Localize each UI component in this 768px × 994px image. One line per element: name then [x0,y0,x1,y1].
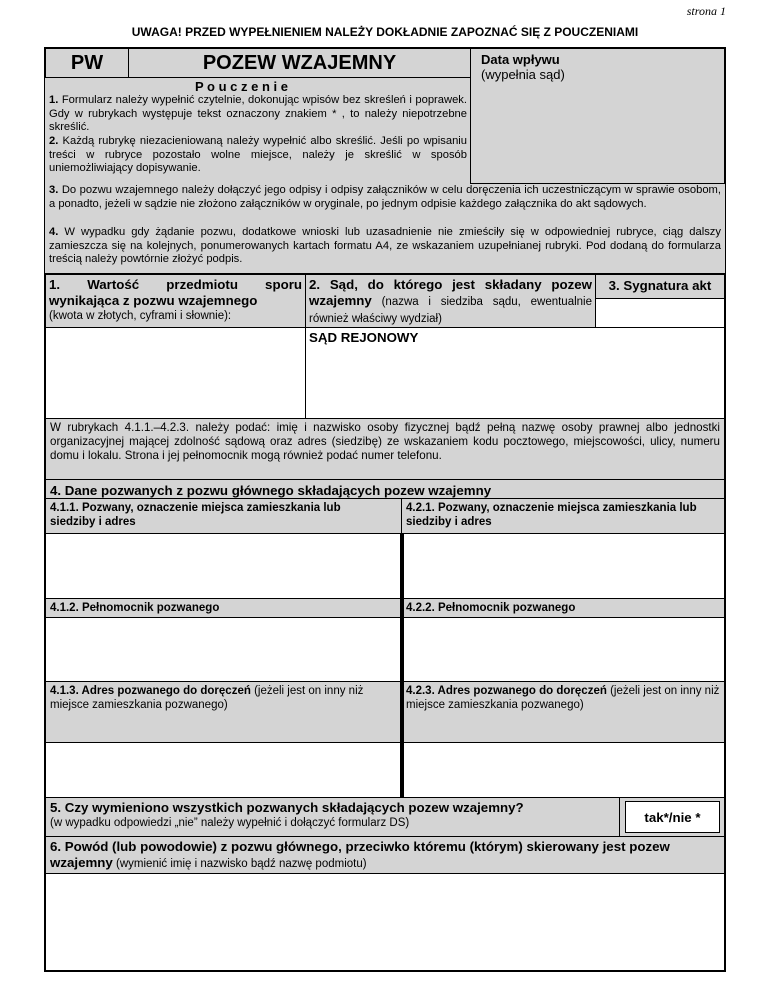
section-3-title: 3. Sygnatura akt [608,278,712,293]
field-421-header [401,498,725,534]
field-423-header [401,681,725,743]
field-411-input[interactable] [45,533,402,599]
section-4-header [45,479,725,499]
instruction-1-num: 1. [49,94,59,106]
field-413-header [45,681,402,743]
section-2-header [305,274,596,328]
instruction-3-num: 3. [49,184,59,196]
section-3-header [595,274,725,299]
section-5-answer: tak*/nie * [644,810,701,825]
section-6-input[interactable] [45,873,725,971]
field-411-header [45,498,402,534]
warning-banner: UWAGA! PRZED WYPEŁNIENIEM NALEŻY DOKŁADNIE ZAPOZNAĆ SIĘ Z POUCZENIAMI [131,25,639,39]
instruction-3 [49,184,721,211]
page-number: strona 1 [686,4,726,18]
section-1-note: (kwota w złotych, cyframi i słownie): [49,310,232,322]
field-423-input[interactable] [401,742,725,798]
field-411-label: 4.1.1. Pozwany, oznaczenie miejsca zamieszkania lub siedziby i adres [50,502,341,528]
section-4-title: 4. Dane pozwanych z pozwu głównego składających pozew wzajemny [50,483,492,498]
court-field[interactable] [305,327,725,419]
section-1-title: 1. Wartość przedmiotu sporu wynikająca z pozwu wzajemnego [49,277,302,308]
form-code: PW [70,52,104,74]
instruction-4 [49,226,721,267]
instructions-heading: P o u c z e n i e [195,79,288,94]
court-value: SĄD REJONOWY [309,330,419,345]
field-422-header [401,598,725,618]
field-413-note: (jeżeli jest on inny niż miejsce zamieszkania pozwanego) [50,685,364,711]
field-421-input[interactable] [401,533,725,599]
section-5-answer-box[interactable] [625,801,720,833]
case-signature-field[interactable] [595,298,725,328]
instruction-3-text: Do pozwu wzajemnego należy dołączyć jego odpisy i odpisy załączników w celu doręczenia ich uczestniczącym w sprawie osobom, a ponadto, jeżeli w sądzie nie złożono załączników w oryginale, po jednym odpisie każdego załącznika do akt sądowych. [49,184,721,210]
section-2-title: 2. Sąd, do którego jest składany pozew wzajemny [309,277,592,308]
field-412-header [45,598,402,618]
party-instructions [45,418,725,480]
claim-value-field[interactable] [45,327,306,419]
party-instructions-text: W rubrykach 4.1.1.–4.2.3. należy podać: imię i nazwisko osoby fizycznej bądź pełną nazwę osoby prawnej albo jednostki organizacyjnej mającej zdolność sądową oraz adres (siedzibę) ze wskazaniem kodu pocztowego, miejscowości, ulicy, numeru domu i lokalu. Strona i jej pełnomocnik mogą również podać numer telefonu. [50,421,720,463]
section-2-note: (nazwa i siedziba sądu, ewentualnie również właściwy wydział) [309,296,592,325]
section-5-note: (w wypadku odpowiedzi „nie” należy wypełnić i dołączyć formularz DS) [50,817,410,829]
field-412-input[interactable] [45,617,402,682]
instruction-1-text: Formularz należy wypełnić czytelnie, dokonując wpisów bez skreśleń i poprawek. Gdy w rubrykach występuje tekst oznaczony znakiem * , to należy niepotrzebne skreślić. [49,94,467,134]
section-6-header [45,836,725,874]
field-423-note: (jeżeli jest on inny niż miejsce zamieszkania pozwanego) [406,685,720,711]
instruction-2-text: Każdą rubrykę niezacieniowaną należy wypełnić albo skreślić. Jeśli po wpisaniu treści w rubryce pozostało wolne miejsce, należy je skreślić w sposób uniemożliwiający dopisywanie. [49,135,467,175]
section-1-header [45,274,306,328]
field-421-label: 4.2.1. Pozwany, oznaczenie miejsca zamieszkania lub siedziby i adres [406,502,697,528]
field-423-label: 4.2.3. Adres pozwanego do doręczeń [406,685,607,697]
section-6-note: (wymienić imię i nazwisko bądź nazwę podmiotu) [112,858,367,870]
instruction-4-num: 4. [49,226,59,238]
field-412-label: 4.1.2. Pełnomocnik pozwanego [50,602,220,614]
receipt-date-note: (wypełnia sąd) [481,67,565,82]
instruction-2 [49,135,467,176]
form-title: POZEW WZAJEMNY [202,52,397,74]
receipt-date-label: Data wpływu [481,52,560,67]
instruction-4-text: W wypadku gdy żądanie pozwu, dodatkowe wnioski lub uzasadnienie nie zmieściły się w odpowiedniej rubryce, ciąg dalszy zamieszcza się na kolejnych, ponumerowanych kartach formatu A4, ze wskazaniem uzupełnianej rubryki. Pod dodaną do formularza treścią należy powtórnie złożyć podpis. [49,226,721,266]
section-5-header [45,797,620,837]
field-413-label: 4.1.3. Adres pozwanego do doręczeń [50,685,251,697]
field-413-input[interactable] [45,742,402,798]
instruction-1 [49,94,467,135]
field-422-input[interactable] [401,617,725,682]
field-422-label: 4.2.2. Pełnomocnik pozwanego [406,602,576,614]
section-6-title: 6. Powód (lub powodowie) z pozwu głównego, przeciwko któremu (którym) skierowany jest pozew wzajemny [50,839,670,870]
section-4-divider [400,533,404,798]
instruction-2-num: 2. [49,135,59,147]
section-5-title: 5. Czy wymieniono wszystkich pozwanych składających pozew wzajemny? [50,800,524,815]
